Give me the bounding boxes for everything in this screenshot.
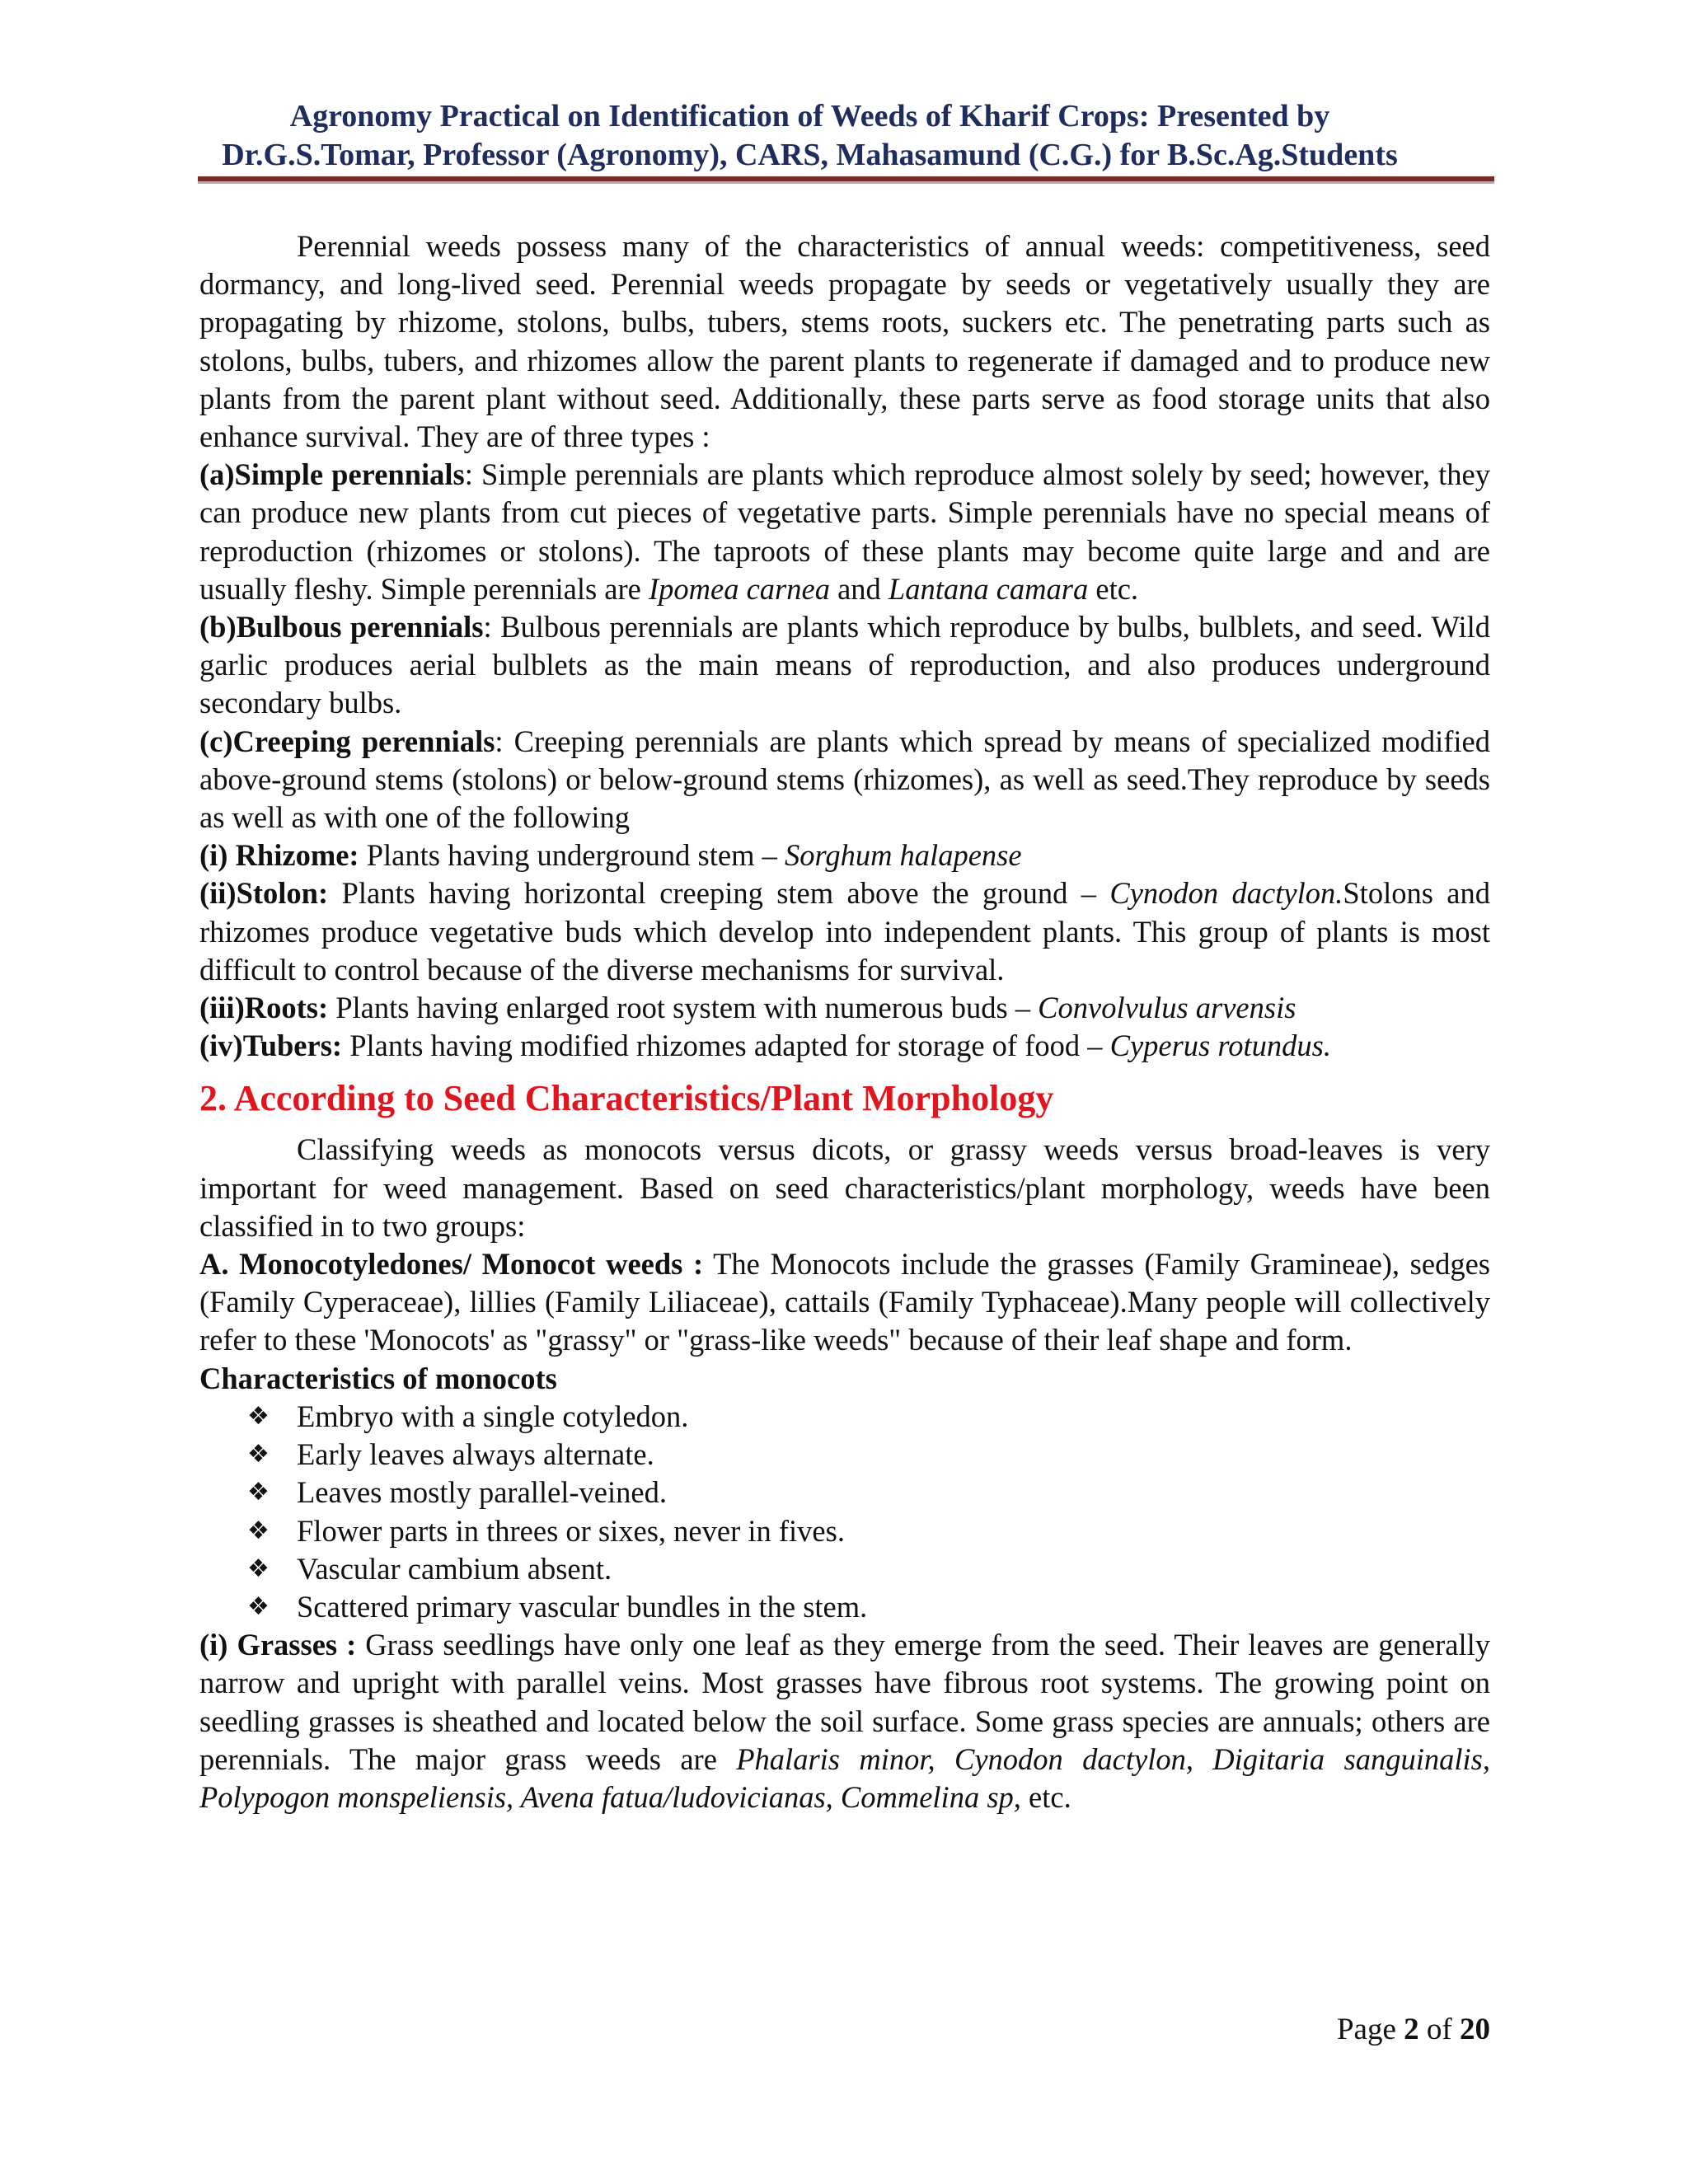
page-number-footer: Page 2 of 20 (1336, 2013, 1490, 2046)
monocot-paragraph: A. Monocotyledones/ Monocot weeds : The Monocots include the grasses (Family Gramineae), sedges (Family Cyperaceae), lillies (Family Liliaceae), cattails (Family Typhaceae).Many people will collectively refer to these 'Monocots' as "grassy" or "grass-like weeds" because of their leaf shape and form. (199, 1247, 1490, 1357)
creeping-perennials-paragraph: (c)Creeping perennials: Creeping perennials are plants which spread by means of specialized modified above-ground stems (stolons) or below-ground stems (rhizomes), as well as seed.They reproduce by seeds as well as with one of the following (199, 724, 1490, 835)
diamond-bullet-icon: ❖ (247, 1478, 270, 1507)
creeping-perennials-label: (c)Creeping perennials (199, 724, 495, 758)
header-line-2: Dr.G.S.Tomar, Professor (Agronomy), CARS, Mahasamund (C.G.) for B.Sc.Ag.Students (222, 138, 1398, 172)
diamond-bullet-icon: ❖ (247, 1440, 270, 1469)
species-cynodon: Cynodon dactylon. (1109, 876, 1343, 911)
simple-perennials-label: (a)Simple perennials (199, 457, 465, 492)
monocot-label: A. Monocotyledones/ Monocot weeds : (199, 1247, 704, 1282)
total-page-count: 20 (1460, 2013, 1490, 2046)
diamond-bullet-icon: ❖ (247, 1591, 270, 1621)
list-item: ❖ Embryo with a single cotyledon. (247, 1398, 1490, 1436)
list-item: ❖ Vascular cambium absent. (247, 1550, 1490, 1588)
stolon-paragraph: (ii)Stolon: Plants having horizontal creeping stem above the ground – Cynodon dactylon.Stolons and rhizomes produce vegetative buds which develop into independent plants. This group of plants is most difficult to control because of the diverse mechanisms for survival. (199, 876, 1490, 987)
intro-paragraph: Perennial weeds possess many of the characteristics of annual weeds: competitiveness, seed dormancy, and long-lived seed. Perennial weeds propagate by seeds or vegetatively usually they are propagating by rhizome, stolons, bulbs, tubers, stems roots, suckers etc. The penetrating parts such as stolons, bulbs, tubers, and rhizomes allow the parent plants to regenerate if damaged and to produce new plants from the parent plant without seed. Additionally, these parts serve as food storage units that also enhance survival. They are of three types : (199, 229, 1490, 454)
species-cyperus: Cyperus rotundus. (1109, 1029, 1331, 1063)
species-lantana: Lantana camara (888, 571, 1089, 606)
page-body (199, 227, 1490, 1816)
grasses-paragraph: (i) Grasses : Grass seedlings have only one leaf as they emerge from the seed. Their leaves are generally narrow and upright with parallel veins. Most grasses have fibrous root systems. The growing point on seedling grasses is sheathed and located below the soil surface. Some grass species are annuals; others are perennials. The major grass weeds are Phalaris minor, Cynodon dactylon, Digitaria sanguinalis, Polypogon monspeliensis, Avena fatua/ludovicianas, Commelina sp, etc. (199, 1628, 1490, 1814)
roots-line: (iii)Roots: Plants having enlarged root system with numerous buds – Convolvulus arvensis (199, 991, 1296, 1025)
section-2-intro: Classifying weeds as monocots versus dicots, or grassy weeds versus broad-leaves is very important for weed management. Based on seed characteristics/plant morphology, weeds have been classified in to two groups: (199, 1132, 1490, 1243)
species-ipomea: Ipomea carnea (649, 571, 830, 606)
list-item: ❖ Leaves mostly parallel-veined. (247, 1474, 1490, 1511)
page-header (124, 97, 1496, 175)
tubers-line: (iv)Tubers: Plants having modified rhizomes adapted for storage of food – Cyperus rotundus. (199, 1029, 1331, 1063)
header-line-1: Agronomy Practical on Identification of Weeds of Kharif Crops: Presented by (289, 99, 1330, 134)
bulbous-perennials-label: (b)Bulbous perennials (199, 610, 484, 644)
list-item: ❖ Flower parts in threes or sixes, never in fives. (247, 1512, 1490, 1550)
simple-perennials-paragraph: (a)Simple perennials: Simple perennials are plants which reproduce almost solely by seed; however, they can produce new plants from cut pieces of vegetative parts. Simple perennials have no special means of reproduction (rhizomes or stolons). The taproots of these plants may become quite large and and are usually fleshy. Simple perennials are Ipomea carnea and Lantana camara etc. (199, 457, 1490, 606)
diamond-bullet-icon: ❖ (247, 1401, 270, 1431)
header-divider (198, 176, 1494, 184)
characteristics-list (199, 1398, 1490, 1626)
current-page-number: 2 (1404, 2013, 1419, 2046)
grass-species-list: Phalaris minor, Cynodon dactylon, Digitaria sanguinalis, Polypogon monspeliensis, Avena fatua/ludovicianas, Commelina sp, (199, 1741, 1490, 1814)
characteristics-heading: Characteristics of monocots (199, 1361, 557, 1395)
list-item: ❖ Scattered primary vascular bundles in the stem. (247, 1588, 1490, 1626)
list-item: ❖ Early leaves always alternate. (247, 1436, 1490, 1474)
rhizome-line: (i) Rhizome: Plants having underground stem – Sorghum halapense (199, 838, 1022, 873)
bulbous-perennials-paragraph: (b)Bulbous perennials: Bulbous perennials are plants which reproduce by bulbs, bulblets, and seed. Wild garlic produces aerial bulblets as the main means of reproduction, and also produces underground secondary bulbs. (199, 610, 1490, 720)
section-2-heading: 2. According to Seed Characteristics/Plant Morphology (199, 1078, 1054, 1119)
species-sorghum: Sorghum halapense (784, 838, 1022, 873)
diamond-bullet-icon: ❖ (247, 1554, 270, 1583)
species-convolvulus: Convolvulus arvensis (1038, 991, 1296, 1025)
grasses-label: (i) Grasses : (199, 1628, 357, 1662)
diamond-bullet-icon: ❖ (247, 1516, 270, 1545)
